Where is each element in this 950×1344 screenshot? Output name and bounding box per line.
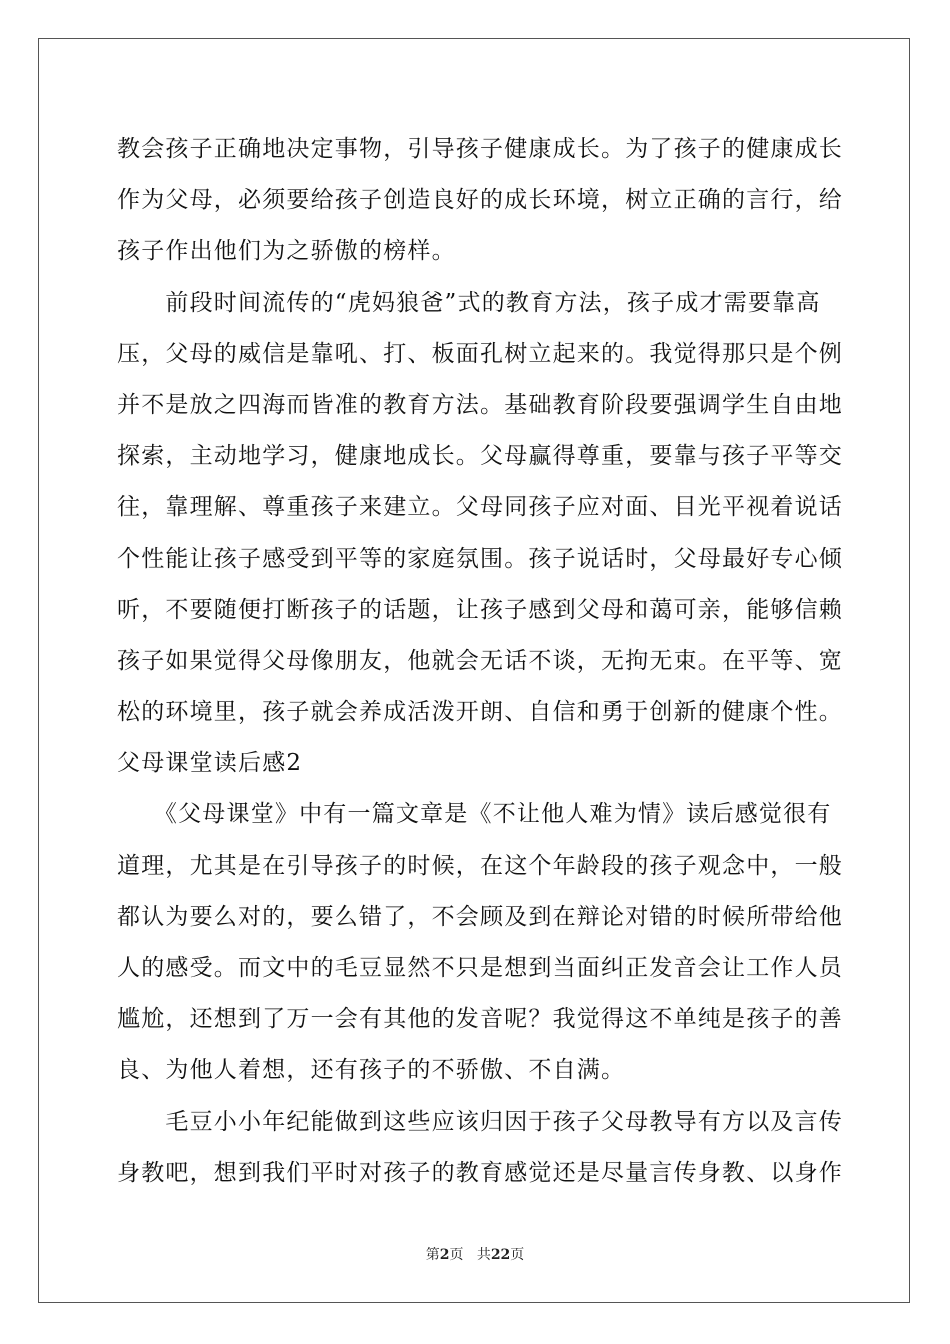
text-line: 都认为要么对的，要么错了，不会顾及到在辩论对错的时候所带给他 — [117, 903, 843, 930]
page-prefix: 第 — [425, 1247, 440, 1263]
total-prefix: 共 — [476, 1247, 491, 1263]
total-pages: 22 — [490, 1247, 511, 1263]
text-line: 身教吧，想到我们平时对孩子的教育感觉还是尽量言传身教、以身作 — [117, 1159, 843, 1186]
text-line: 松的环境里，孩子就会养成活泼开朗、自信和勇于创新的健康个性。 — [117, 699, 843, 726]
text-line: 教会孩子正确地决定事物，引导孩子健康成长。为了孩子的健康成长 — [117, 136, 843, 162]
text-line: 听，不要随便打断孩子的话题，让孩子感到父母和蔼可亲，能够信赖 — [117, 596, 843, 623]
page-unit: 页 — [449, 1247, 464, 1263]
section-heading: 父母课堂读后感2 — [117, 750, 303, 777]
text-line: 前段时间流传的“虎妈狼爸”式的教育方法，孩子成才需要靠高 — [117, 289, 821, 316]
text-line: 人的感受。而文中的毛豆显然不只是想到当面纠正发音会让工作人员 — [117, 955, 843, 981]
text-line: 孩子如果觉得父母像朋友，他就会无话不谈，无拘无束。在平等、宽 — [117, 647, 843, 674]
text-line: 探索，主动地学习，健康地成长。父母赢得尊重，要靠与孩子平等交 — [117, 443, 843, 470]
document-body — [117, 124, 843, 1199]
text-line: 尴尬，还想到了万一会有其他的发音呢？我觉得这不单纯是孩子的善 — [117, 1006, 843, 1033]
text-line: 并不是放之四海而皆准的教育方法。基础教育阶段要强调学生自由地 — [117, 391, 843, 418]
page-footer — [0, 1244, 950, 1264]
total-unit: 页 — [510, 1247, 525, 1263]
text-line: 道理，尤其是在引导孩子的时候，在这个年龄段的孩子观念中，一般 — [117, 852, 843, 879]
text-line: 毛豆小小年纪能做到这些应该归因于孩子父母教导有方以及言传 — [117, 1108, 843, 1135]
text-line: 良、为他人着想，还有孩子的不骄傲、不自满。 — [117, 1057, 626, 1084]
text-line: 《父母课堂》中有一篇文章是《不让他人难为情》读后感觉很有 — [117, 801, 832, 828]
page-number: 2 — [439, 1247, 450, 1263]
text-line: 压，父母的威信是靠吼、打、板面孔树立起来的。我觉得那只是个例 — [117, 340, 843, 367]
text-line: 孩子作出他们为之骄傲的榜样。 — [117, 238, 456, 265]
text-line: 个性能让孩子感受到平等的家庭氛围。孩子说话时，父母最好专心倾 — [117, 545, 843, 572]
text-line: 往，靠理解、尊重孩子来建立。父母同孩子应对面、目光平视着说话 — [117, 494, 843, 521]
text-line: 作为父母，必须要给孩子创造良好的成长环境，树立正确的言行，给 — [117, 187, 843, 214]
